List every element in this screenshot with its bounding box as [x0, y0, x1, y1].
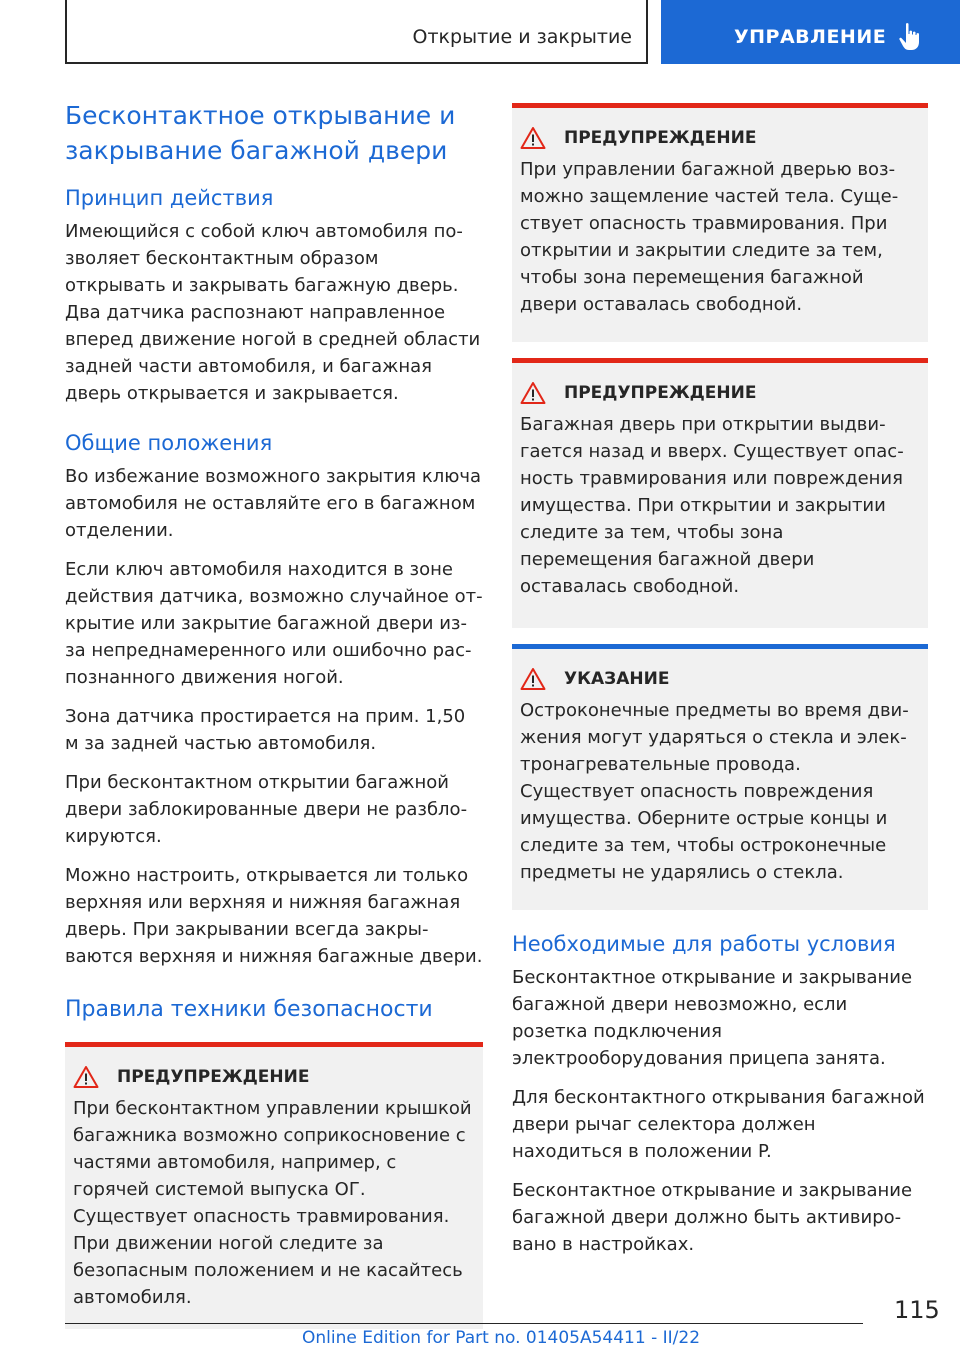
conditions-paragraph: Бесконтактное открывание и закрывание багажной двери должно быть активировано в настройках.: [512, 1180, 913, 1255]
general-paragraph: Во избежание возможного закрытия ключа автомобиля не оставляйте его в багажном отделении.: [65, 466, 482, 541]
edition-footer: Online Edition for Part no. 01405A54411 - II/22: [302, 1328, 701, 1348]
warning-text: При бесконтактном управлении крышкой багажника возможно соприкосновение с частями автомобиля, например, с горячей системой выпуска ОГ. Существует опасность травмирования. При движении ногой следите за безопасным положением и не касайтесь автомобиля.: [73, 1098, 472, 1308]
general-paragraph: Можно настроить, открывается ли только верхняя или верхняя и нижняя багажная дверь. При закрывании всегда закрываются верхняя и нижняя багажные двери.: [65, 865, 483, 967]
hand-pointer-icon: [898, 22, 922, 52]
note-title: УКАЗАНИЕ: [564, 669, 670, 689]
header-section-box: [65, 0, 648, 64]
warning-text: При управлении багажной дверью возможно защемление частей тела. Существует опасность травмирования. При открытии и закрытии следите за тем, чтобы зона перемещения багажной двери оставалась свободной.: [520, 159, 899, 315]
chapter-tab: [661, 0, 960, 64]
warning-box: [65, 1042, 483, 1329]
right-column: [512, 103, 928, 1270]
general-paragraph: Зона датчика простирается на прим. 1,50 м за задней частью автомобиля.: [65, 706, 466, 754]
warning-box: [512, 358, 928, 628]
note-text: Остроконечные предметы во время движения могут ударяться о стекла и электронагревательные провода. Существует опасность повреждения имущества. Оберните острые концы и следите за тем, чтобы остроконечные предметы не ударялись о стекла.: [520, 700, 909, 883]
conditions-paragraph: Для бесконтактного открывания багажной двери рычаг селектора должен находиться в положении P.: [512, 1087, 925, 1162]
page-title: Бесконтактное открывание и закрывание багажной двери: [65, 101, 456, 165]
warning-title: ПРЕДУПРЕЖДЕНИЕ: [564, 383, 757, 403]
conditions-heading: Необходимые для работы условия: [512, 932, 896, 956]
section-title: Открытие и закрытие: [412, 26, 632, 48]
warning-title: ПРЕДУПРЕЖДЕНИЕ: [117, 1067, 310, 1087]
note-box: [512, 644, 928, 910]
warning-box: [512, 103, 928, 342]
footer-divider: [65, 1323, 863, 1324]
chapter-title: УПРАВЛЕНИЕ: [734, 26, 887, 48]
warning-title: ПРЕДУПРЕЖДЕНИЕ: [564, 128, 757, 148]
principle-text: Имеющийся с собой ключ автомобиля позволяет бесконтактным образом открывать и закрывать багажную дверь. Два датчика распознают направленное вперед движение ногой в средней области задней части автомобиля, и багажная дверь открывается и закрывается.: [65, 221, 481, 404]
warning-triangle-icon: [73, 1065, 99, 1089]
conditions-paragraph: Бесконтактное открывание и закрывание багажной двери невозможно, если розетка подключения электрооборудования прицепа занята.: [512, 967, 913, 1069]
left-column: [65, 98, 483, 1329]
warning-triangle-icon: [520, 381, 546, 405]
safety-heading: Правила техники безопасности: [65, 997, 433, 1022]
principle-heading: Принцип действия: [65, 186, 274, 210]
page-number: 115: [894, 1296, 940, 1324]
general-paragraph: Если ключ автомобиля находится в зоне действия датчика, возможно случайное открытие или закрытие багажной двери из-за непреднамеренного или ошибочно распознанного движения ногой.: [65, 559, 483, 688]
general-heading: Общие положения: [65, 431, 273, 455]
warning-triangle-icon: [520, 126, 546, 150]
note-triangle-icon: [520, 667, 546, 691]
warning-text: Багажная дверь при открытии выдвигается назад и вверх. Существует опасность травмирования или повреждения имущества. При открытии и закрытии следите за тем, чтобы зона перемещения багажной двери оставалась свободной.: [520, 414, 904, 597]
general-paragraph: При бесконтактном открытии багажной двери заблокированные двери не разблокируются.: [65, 772, 468, 847]
